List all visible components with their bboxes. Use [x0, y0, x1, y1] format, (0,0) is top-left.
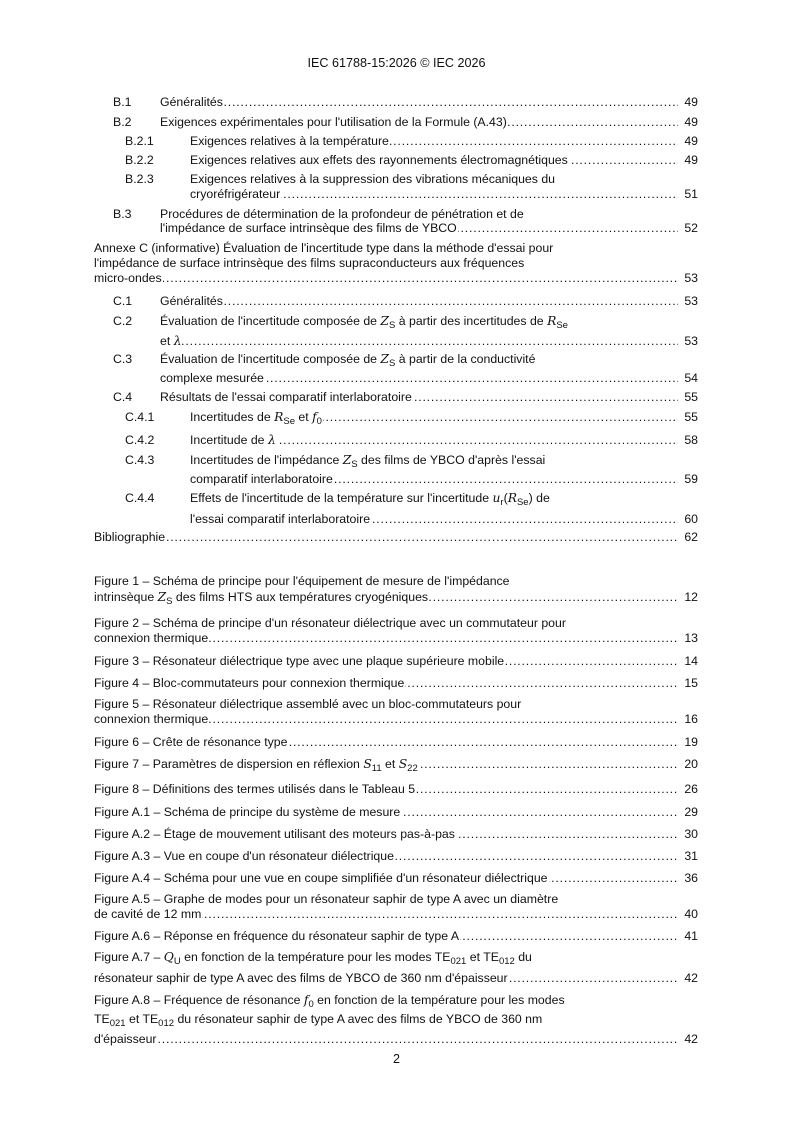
toc-entry-annex-c-cont2[interactable] — [0, 271, 793, 287]
toc-page: 59 — [684, 472, 698, 486]
toc-entry-b21[interactable] — [0, 134, 793, 150]
fig-entry-4[interactable] — [0, 676, 793, 692]
toc-title: Annexe C (informative) Évaluation de l'incertitude type dans la méthode d'essai pour — [94, 241, 554, 255]
fig-entry-a8-cont2[interactable] — [0, 1032, 793, 1048]
toc-title: Procédures de détermination de la profondeur de pénétration et de — [160, 207, 524, 221]
fig-page: 42 — [684, 971, 698, 985]
toc-num: C.3 — [113, 352, 133, 366]
toc-title: Exigences relatives aux effets des rayonnements électromagnétiques — [190, 153, 568, 167]
fig-title: Figure 7 – Paramètres de dispersion en réflexion $S_{11}$ et $S_{22}$ — [94, 757, 418, 772]
toc-page: 54 — [684, 371, 698, 385]
toc-page: 55 — [684, 390, 698, 404]
fig-entry-a5[interactable] — [0, 892, 793, 908]
fig-title: Figure 2 – Schéma de principe d'un résonateur diélectrique avec un commutateur pour — [94, 616, 566, 630]
toc-page: 51 — [684, 187, 698, 201]
toc-entry-b3-cont[interactable] — [0, 221, 793, 237]
toc-num: C.4.4 — [125, 491, 155, 505]
fig-title: Figure $A.7 - Q_U$ en fonction de la température pour les modes $TE_{021}$ et $TE_{012}$ du — [94, 950, 532, 967]
toc-entry-c44-cont[interactable] — [0, 512, 793, 528]
fig-title: Figure 1 – Schéma de principe pour l'équipement de mesure de l'impédance — [94, 574, 510, 588]
page-number: 2 — [392, 1052, 400, 1066]
toc-entry-c4[interactable] — [0, 390, 793, 406]
toc-title: l'impédance de surface intrinsèque des films supraconducteurs aux fréquences — [94, 256, 525, 270]
fig-title: $TE_{021}$ et $TE_{012}$ du résonateur saphir de type A avec des films de YBCO de 360 nm — [94, 1012, 543, 1029]
fig-entry-5-cont[interactable] — [0, 712, 793, 728]
toc-title: Bibliographie — [94, 530, 166, 544]
fig-entry-6[interactable] — [0, 735, 793, 751]
fig-page: 26 — [684, 782, 698, 796]
toc-num: C.4.1 — [125, 410, 155, 424]
fig-page: 31 — [684, 849, 698, 863]
toc-entry-c43-cont[interactable] — [0, 472, 793, 488]
fig-title: Figure A.8 – Fréquence de résonance $f_0$ en fonction de la température pour les modes — [94, 993, 565, 1010]
toc-title: l'essai comparatif interlaboratoire — [190, 512, 371, 526]
toc-title: Incertitudes de l'impédance $Z_S$ des films de YBCO d'après l'essai — [190, 453, 546, 470]
toc-num: C.4.2 — [125, 433, 155, 447]
toc-page: 58 — [684, 433, 698, 447]
toc-page: 49 — [684, 153, 698, 167]
toc-page: 53 — [684, 271, 698, 285]
fig-page: 14 — [684, 654, 698, 668]
fig-page: 30 — [684, 827, 698, 841]
fig-title: Figure A.4 – Schéma pour une vue en coupe simplifiée d'un résonateur diélectrique — [94, 871, 548, 885]
fig-title: connexion thermique — [94, 712, 209, 726]
toc-title: Exigences relatives à la température — [190, 134, 389, 148]
toc-title: cryoréfrigérateur — [190, 187, 281, 201]
toc-title: Incertitudes de $R_{Se}$ et $f_0$ — [190, 410, 322, 425]
toc-page: 49 — [684, 115, 698, 129]
fig-page: 19 — [684, 735, 698, 749]
fig-title: Figure 3 – Résonateur diélectrique type avec une plaque supérieure mobile — [94, 654, 505, 668]
toc-title: Résultats de l'essai comparatif interlaboratoire — [160, 390, 412, 404]
fig-entry-2[interactable] — [0, 616, 793, 632]
toc-title: Exigences relatives à la suppression des vibrations mécaniques du — [190, 172, 556, 186]
toc-entry-c3-cont[interactable] — [0, 371, 793, 387]
fig-entry-a5-cont[interactable] — [0, 907, 793, 923]
toc-num: C.1 — [113, 294, 133, 308]
fig-title: Figure 5 – Résonateur diélectrique assemblé avec un bloc-commutateurs pour — [94, 697, 522, 711]
toc-title: Évaluation de l'incertitude composée de $Z_S$ à partir des incertitudes de $R_{Se}$ — [160, 314, 568, 331]
toc-num: B.2 — [113, 115, 132, 129]
toc-page: 52 — [684, 221, 698, 235]
fig-title: Figure A.2 – Étage de mouvement utilisant des moteurs pas-à-pas — [94, 827, 455, 841]
fig-page: 16 — [684, 712, 698, 726]
toc-entry-b1[interactable] — [0, 95, 793, 111]
fig-entry-a7[interactable] — [0, 950, 793, 966]
fig-title: de cavité de 12 mm — [94, 907, 202, 921]
fig-page: 42 — [684, 1032, 698, 1046]
toc-page: 49 — [684, 95, 698, 109]
fig-page: 36 — [684, 871, 698, 885]
toc-num: B.1 — [113, 95, 132, 109]
toc-entry-c43[interactable] — [0, 453, 793, 469]
fig-entry-a7-cont[interactable] — [0, 971, 793, 987]
toc-page: 53 — [684, 294, 698, 308]
fig-entry-2-cont[interactable] — [0, 631, 793, 647]
toc-num: B.3 — [113, 207, 132, 221]
fig-page: 29 — [684, 805, 698, 819]
fig-entry-a8-cont[interactable] — [0, 1012, 793, 1028]
toc-page: 49 — [684, 134, 698, 148]
toc-title: Généralités — [160, 294, 223, 308]
fig-entry-a2[interactable] — [0, 827, 793, 843]
toc-entry-b23[interactable] — [0, 172, 793, 188]
toc-page: 62 — [684, 530, 698, 544]
toc-title: et λ — [160, 334, 182, 348]
fig-entry-a8[interactable] — [0, 993, 793, 1009]
fig-title: Figure 8 – Définitions des termes utilisés dans le Tableau 5 — [94, 782, 416, 796]
toc-num: C.2 — [113, 314, 133, 328]
toc-entry-c3[interactable] — [0, 352, 793, 368]
toc-entry-c44[interactable] — [0, 491, 793, 507]
toc-title: micro-ondes — [94, 271, 162, 285]
toc-entry-annex-c-cont[interactable] — [0, 256, 793, 272]
toc-entry-annex-c[interactable] — [0, 241, 793, 257]
toc-title: l'impédance de surface intrinsèque des films de YBCO — [160, 221, 457, 235]
fig-entry-5[interactable] — [0, 697, 793, 713]
fig-page: 40 — [684, 907, 698, 921]
toc-entry-b22[interactable] — [0, 153, 793, 169]
toc-title: complexe mesurée — [160, 371, 264, 385]
fig-title: Figure A.5 – Graphe de modes pour un résonateur saphir de type A avec un diamètre — [94, 892, 559, 906]
fig-title: Figure A.1 – Schéma de principe du système de mesure — [94, 805, 401, 819]
toc-num: C.4.3 — [125, 453, 155, 467]
toc-num: B.2.1 — [125, 134, 154, 148]
fig-page: 13 — [684, 631, 698, 645]
toc-entry-c2[interactable] — [0, 314, 793, 330]
fig-entry-8[interactable] — [0, 782, 793, 798]
toc-num: C.4 — [113, 390, 133, 404]
fig-title: d'épaisseur — [94, 1032, 157, 1046]
fig-entry-a3[interactable] — [0, 849, 793, 865]
toc-title: Exigences expérimentales pour l'utilisation de la Formule (A.43) — [160, 115, 507, 129]
fig-title: Figure A.3 – Vue en coupe d'un résonateur diélectrique — [94, 849, 394, 863]
toc-num: B.2.2 — [125, 153, 154, 167]
fig-title: Figure A.6 – Réponse en fréquence du résonateur saphir de type A — [94, 929, 460, 943]
fig-entry-a4[interactable] — [0, 871, 793, 887]
toc-num: B.2.3 — [125, 172, 154, 186]
fig-entry-7[interactable] — [0, 757, 793, 773]
toc-title: Généralités — [160, 95, 223, 109]
toc-entry-bibliographie[interactable] — [0, 530, 793, 546]
fig-title: intrinsèque $Z_S$ des films HTS aux températures cryogéniques — [94, 590, 429, 605]
fig-title: connexion thermique — [94, 631, 209, 645]
toc-page: 53 — [684, 334, 698, 348]
toc-entry-b2[interactable] — [0, 115, 793, 131]
toc-entry-c2-cont[interactable] — [0, 334, 793, 350]
fig-page: 41 — [684, 929, 698, 943]
fig-entry-a6[interactable] — [0, 929, 793, 945]
toc-entry-c42[interactable] — [0, 433, 793, 449]
toc-page: 55 — [684, 410, 698, 424]
toc-page: 60 — [684, 512, 698, 526]
fig-entry-3[interactable] — [0, 654, 793, 670]
toc-entry-c41[interactable] — [0, 410, 793, 426]
fig-entry-a1[interactable] — [0, 805, 793, 821]
fig-entry-1-cont[interactable] — [0, 590, 793, 606]
fig-page: 20 — [684, 757, 698, 771]
fig-title: Figure 6 – Crête de résonance type — [94, 735, 288, 749]
toc-title: Effets de l'incertitude de la température sur l'incertitude $u_r(R_{Se})$ de — [190, 491, 550, 508]
fig-page: 12 — [684, 590, 698, 604]
toc-title: comparatif interlaboratoire — [190, 472, 333, 486]
toc-title: Incertitude de λ — [190, 433, 276, 447]
fig-title: Figure 4 – Bloc-commutateurs pour connexion thermique — [94, 676, 405, 690]
toc-title: Évaluation de l'incertitude composée de $Z_S$ à partir de la conductivité — [160, 352, 536, 369]
toc-entry-b23-cont[interactable] — [0, 187, 793, 203]
toc-entry-c1[interactable] — [0, 294, 793, 310]
fig-title: résonateur saphir de type A avec des films de YBCO de 360 nm d'épaisseur — [94, 971, 508, 985]
fig-entry-1[interactable] — [0, 574, 793, 590]
fig-page: 15 — [684, 676, 698, 690]
page-header: IEC 61788-15:2026 © IEC 2026 — [307, 56, 486, 70]
